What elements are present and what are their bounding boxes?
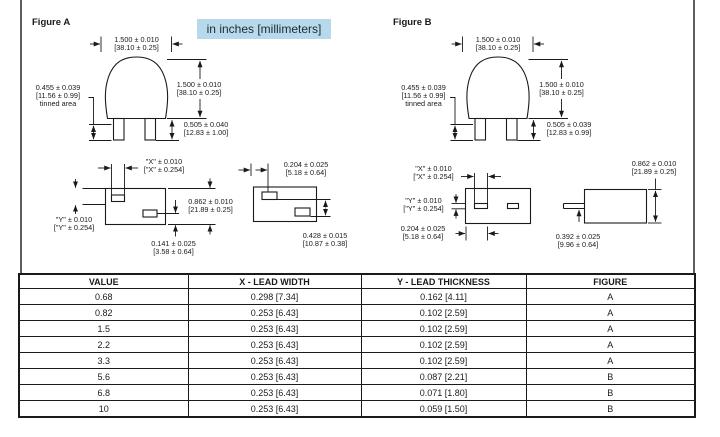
value-cell: 1.5 (19, 321, 188, 337)
header-value: VALUE (19, 274, 188, 289)
figure-a-front-drawing (105, 57, 167, 140)
component-body (466, 189, 531, 224)
figure-cell: A (526, 289, 695, 305)
value-cell: 5.6 (19, 369, 188, 385)
x-lead-width-cell: 0.253 [6.43] (188, 385, 361, 401)
figure-cell: A (526, 305, 695, 321)
dim-label: 1.500 ± 0.010 [38.10 ± 0.25] (539, 80, 584, 98)
dim-label: "X" ± 0.010 ["X" ± 0.254] (413, 164, 454, 182)
table-row (19, 321, 695, 337)
dim-label: 0.204 ± 0.025 [5.18 ± 0.64] (283, 160, 329, 178)
dim-label: 1.500 ± 0.010 [38.10 ± 0.25] (114, 34, 159, 52)
header-figure: FIGURE (526, 274, 695, 289)
component-body (585, 190, 647, 224)
figure-b-title: Figure B (393, 17, 432, 28)
figure-a-side2-drawing (254, 187, 317, 222)
lead-cross-section (475, 204, 488, 209)
dim-label: 0.204 ± 0.025 [5.18 ± 0.64] (400, 223, 446, 241)
dim-label: 0.428 ± 0.015 [10.87 ± 0.38] (302, 230, 348, 248)
figure-cell: A (526, 321, 695, 337)
dim-label: 0.862 ± 0.010 [21.89 ± 0.25] (188, 197, 233, 215)
dim-label: 0.862 ± 0.010 [21.89 ± 0.25] (631, 159, 677, 177)
table-header-row (19, 274, 695, 289)
y-lead-thickness-cell: 0.102 [2.59] (361, 321, 526, 337)
value-cell: 2.2 (19, 337, 188, 353)
lead-cross-section (295, 208, 310, 216)
figure-b-side-drawing (466, 189, 531, 224)
table-row (19, 369, 695, 385)
header-y-lead-thickness: Y - LEAD THICKNESS (361, 274, 526, 289)
figure-b-front-drawing (467, 57, 529, 140)
led-dome-outline (467, 57, 529, 119)
value-cell: 0.82 (19, 305, 188, 321)
y-lead-thickness-cell: 0.087 [2.21] (361, 369, 526, 385)
value-cell: 10 (19, 401, 188, 418)
figure-cell: B (526, 401, 695, 418)
lead-cross-section (112, 195, 125, 202)
x-lead-width-cell: 0.253 [6.43] (188, 321, 361, 337)
y-lead-thickness-cell: 0.162 [4.11] (361, 289, 526, 305)
lead-cross-section (508, 204, 519, 209)
dim-label: 1.500 ± 0.010 [38.10 ± 0.25] (176, 80, 222, 98)
x-lead-width-cell: 0.298 [7.34] (188, 289, 361, 305)
figure-cell: B (526, 369, 695, 385)
dim-label: 0.505 ± 0.040 [12.83 ± 1.00] (183, 119, 229, 137)
header-x-lead-width: X - LEAD WIDTH (188, 274, 361, 289)
figure-cell: A (526, 353, 695, 369)
table-row (19, 337, 695, 353)
value-cell: 0.68 (19, 289, 188, 305)
dim-label: 0.392 ± 0.025 [9.96 ± 0.64] (555, 232, 601, 250)
led-lead (114, 119, 125, 141)
dim-label: 0.455 ± 0.039 [11.56 ± 0.99] tinned area (35, 83, 81, 109)
figure-a-side-drawing (106, 189, 166, 225)
units-note-text: in inches [millimeters] (206, 22, 322, 36)
x-lead-width-cell: 0.253 [6.43] (188, 353, 361, 369)
x-lead-width-cell: 0.253 [6.43] (188, 369, 361, 385)
table-row (19, 289, 695, 305)
led-lead (145, 119, 156, 141)
table-row (19, 305, 695, 321)
value-cell: 3.3 (19, 353, 188, 369)
table-row (19, 385, 695, 401)
led-dome-outline (105, 57, 167, 119)
dim-label: 0.505 ± 0.039 [12.83 ± 0.99] (546, 119, 592, 137)
dim-label: "X" ± 0.010 ["X" ± 0.254] (143, 156, 185, 174)
table-row (19, 353, 695, 369)
value-cell: 6.8 (19, 385, 188, 401)
dim-label: "Y" ± 0.010 ["Y" ± 0.254] (53, 214, 95, 232)
y-lead-thickness-cell: 0.102 [2.59] (361, 353, 526, 369)
y-lead-thickness-cell: 0.059 [1.50] (361, 401, 526, 418)
x-lead-width-cell: 0.253 [6.43] (188, 305, 361, 321)
led-lead (507, 119, 518, 141)
dim-label: "Y" ± 0.010 ["Y" ± 0.254] (403, 195, 444, 213)
figure-a-title: Figure A (32, 17, 71, 28)
lead-cross-section (262, 192, 277, 200)
component-body (106, 189, 166, 225)
figure-b-side2-drawing (564, 190, 647, 224)
figure-b-side2-dimension-lines (579, 179, 662, 224)
led-lead (475, 119, 486, 141)
dim-label: 1.500 ± 0.010 [38.10 ± 0.25] (475, 34, 521, 52)
x-lead-width-cell: 0.253 [6.43] (188, 337, 361, 353)
figure-cell: A (526, 337, 695, 353)
figure-b-side-dimension-lines (452, 173, 502, 241)
y-lead-thickness-cell: 0.102 [2.59] (361, 305, 526, 321)
y-lead-thickness-cell: 0.102 [2.59] (361, 337, 526, 353)
lead-spec-table (18, 273, 696, 418)
units-note-highlight (197, 19, 331, 39)
table-row (19, 401, 695, 418)
dim-label: 0.141 ± 0.025 [3.58 ± 0.64] (151, 238, 196, 256)
dim-label: 0.455 ± 0.039 [11.56 ± 0.99] tinned area (401, 83, 446, 109)
x-lead-width-cell: 0.253 [6.43] (188, 401, 361, 418)
lead-cross-section (143, 210, 157, 217)
figure-cell: B (526, 385, 695, 401)
y-lead-thickness-cell: 0.071 [1.80] (361, 385, 526, 401)
